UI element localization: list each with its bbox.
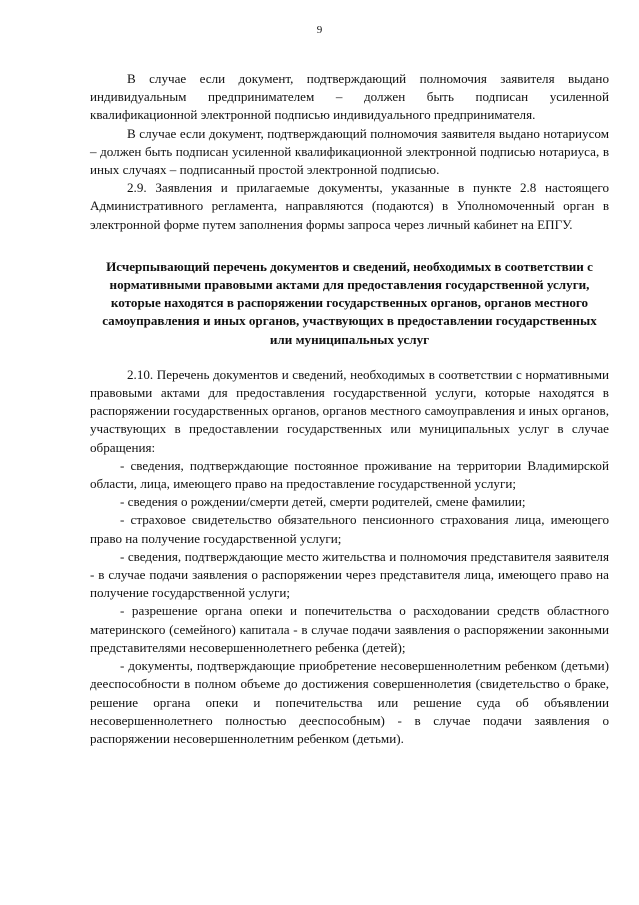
paragraph-entrepreneur-signature: В случае если документ, подтверждающий полномочия заявителя выдано индивидуальным предпринимателем – должен быть подписан усиленной квалификационной электронной подписью индивидуального предпринимателя.	[90, 71, 609, 123]
list-item: - страховое свидетельство обязательного пенсионного страхования лица, имеющего право на получение государственной услуги;	[90, 512, 609, 546]
list-item: - сведения, подтверждающие постоянное проживание на территории Владимирской области, лица, имеющего право на предоставление государственной услуги;	[90, 457, 609, 492]
list-item: - разрешение органа опеки и попечительства о расходовании средств областного материнского (семейного) капитала - в случае подачи заявления о распоряжении законными представителями несовершеннолетнего ребенка (детей);	[90, 603, 609, 655]
section-heading: Исчерпывающий перечень документов и сведений, необходимых в соответствии с нормативными правовыми актами для предоставления государственной услуги, которые находятся в распоряжении государственных органов, органов местного самоуправления и иных органов, участвующих в предоставлении государственных или муниципальных услуг	[102, 258, 597, 347]
paragraph-notary-signature: В случае если документ, подтверждающий полномочия заявителя выдано нотариусом – должен быть подписан усиленной квалификационной электронной подписью нотариуса, в иных случаях – подписанный простой электронной подписью.	[90, 125, 609, 178]
paragraph-2-9: 2.9. Заявления и прилагаемые документы, указанные в пункте 2.8 настоящего Административного регламента, направляются (подаются) в Уполномоченный орган в электронной форме путем заполнения формы запроса через личный кабинет на ЕПГУ.	[90, 180, 609, 232]
list-item: - сведения о рождении/смерти детей, смерти родителей, смене фамилии;	[120, 494, 526, 510]
paragraph-2-10: 2.10. Перечень документов и сведений, необходимых в соответствии с нормативными правовыми актами для предоставления государственной услуги, которые находятся в распоряжении государственных органов, органов местного самоуправления и иных органов, участвующих в предоставлении государственных или муниципальных услуг в случае обращения:	[90, 366, 609, 455]
list-item: - сведения, подтверждающие место жительства и полномочия представителя заявителя - в случае подачи заявления о распоряжении через представителя лица, имеющего право на получение государственной услуги;	[90, 548, 609, 601]
page-number: 9	[316, 24, 323, 36]
page-content	[90, 70, 609, 748]
list-item: - документы, подтверждающие приобретение несовершеннолетним ребенком (детьми) дееспособности в полном объеме до достижения совершеннолетия (свидетельство о браке, решение органа опеки и попечительства или решение суда об объявлении несовершеннолетнего полностью дееспособным) - в случае подачи заявления о распоряжении несовершеннолетним ребенком (детьми).	[90, 658, 609, 746]
